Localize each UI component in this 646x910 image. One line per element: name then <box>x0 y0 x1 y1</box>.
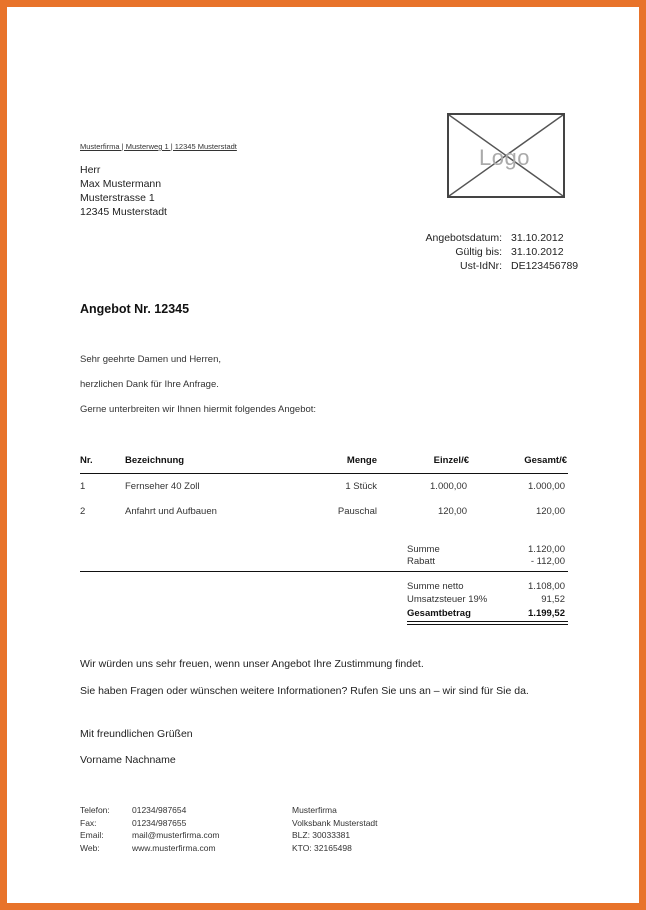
row-2-nr: 2 <box>80 506 86 517</box>
net-total-label: Summe netto <box>407 581 464 592</box>
closing-regards: Mit freundlichen Grüßen <box>80 728 193 740</box>
discount-value: - 112,00 <box>530 556 565 567</box>
vat-id-label: Ust-IdNr: <box>460 260 502 272</box>
offer-title: Angebot Nr. 12345 <box>80 302 190 316</box>
grand-total-label: Gesamtbetrag <box>407 608 471 619</box>
intro-greeting: Sehr geehrte Damen und Herren, <box>80 354 221 365</box>
col-header-unit-price: Einzel/€ <box>433 455 469 466</box>
row-1-quantity: 1 Stück <box>345 481 377 492</box>
discount-label: Rabatt <box>407 556 435 567</box>
footer-email-value: mail@musterfirma.com <box>132 830 220 840</box>
footer-bank-code: BLZ: 30033381 <box>292 830 351 840</box>
col-header-total: Gesamt/€ <box>524 455 567 466</box>
vat-value: 91,52 <box>541 594 565 605</box>
footer-bank-name: Volksbank Musterstadt <box>292 817 378 828</box>
intro-line-2: Gerne unterbreiten wir Ihnen hiermit folgendes Angebot: <box>80 404 317 415</box>
vat-id-value: DE123456789 <box>511 260 579 272</box>
document-page <box>7 7 639 903</box>
footer-contact-values <box>132 804 220 854</box>
offer-date-value: 31.10.2012 <box>511 232 564 244</box>
col-header-quantity: Menge <box>346 455 377 466</box>
vat-label: Umsatzsteuer 19% <box>407 594 488 605</box>
row-1-description: Fernseher 40 Zoll <box>125 481 200 492</box>
recipient-salutation: Herr <box>80 164 101 176</box>
footer-account-number: KTO: 32165498 <box>292 842 352 853</box>
offer-meta-values <box>511 231 591 273</box>
footer-web-label: Web: <box>80 842 100 853</box>
offer-meta-labels <box>387 231 502 273</box>
footer-contact-labels <box>80 804 110 854</box>
valid-until-value: 31.10.2012 <box>511 246 564 258</box>
footer-bank-details <box>292 804 378 854</box>
footer-phone-value: 01234/987654 <box>132 805 187 815</box>
footer-email-label: Email: <box>80 830 104 840</box>
net-total-value: 1.108,00 <box>528 581 565 592</box>
logo-label: Logo <box>479 145 530 170</box>
row-1-nr: 1 <box>80 481 86 492</box>
offer-date-label: Angebotsdatum: <box>425 232 502 244</box>
subtotal-label: Summe <box>407 544 440 555</box>
row-2-unit-price: 120,00 <box>437 506 467 517</box>
recipient-name: Max Mustermann <box>80 178 162 190</box>
footer-company-name: Musterfirma <box>292 805 337 815</box>
grand-total-value: 1.199,52 <box>528 608 565 619</box>
footer-web-value: www.musterfirma.com <box>132 842 216 853</box>
intro-line-1: herzlichen Dank für Ihre Anfrage. <box>80 379 219 390</box>
subtotal-value: 1.120,00 <box>528 544 565 555</box>
row-1-unit-price: 1.000,00 <box>430 481 467 492</box>
totals-divider <box>80 571 568 572</box>
footer-fax-label: Fax: <box>80 817 97 828</box>
sender-address-line: Musterfirma | Musterweg 1 | 12345 Musterstadt <box>80 142 237 151</box>
row-2-total: 120,00 <box>535 506 565 517</box>
row-2-quantity: Pauschal <box>337 506 377 517</box>
table-header-divider <box>80 473 568 474</box>
logo-placeholder <box>447 113 565 198</box>
row-1-total: 1.000,00 <box>528 481 565 492</box>
col-header-description: Bezeichnung <box>125 455 185 466</box>
col-header-nr: Nr. <box>80 455 93 466</box>
signature-name: Vorname Nachname <box>80 754 176 766</box>
closing-line-2: Sie haben Fragen oder wünschen weitere Informationen? Rufen Sie uns an – wir sind für Sie da. <box>80 685 529 697</box>
row-2-description: Anfahrt und Aufbauen <box>125 506 217 517</box>
recipient-street: Musterstrasse 1 <box>80 192 155 204</box>
recipient-address <box>80 163 167 219</box>
footer-phone-label: Telefon: <box>80 805 110 815</box>
grand-total-underline-2 <box>407 624 568 625</box>
closing-line-1: Wir würden uns sehr freuen, wenn unser Angebot Ihre Zustimmung findet. <box>80 658 424 670</box>
valid-until-label: Gültig bis: <box>455 246 502 258</box>
recipient-city: 12345 Musterstadt <box>80 206 167 218</box>
footer-fax-value: 01234/987655 <box>132 817 187 828</box>
grand-total-underline-1 <box>407 621 568 622</box>
